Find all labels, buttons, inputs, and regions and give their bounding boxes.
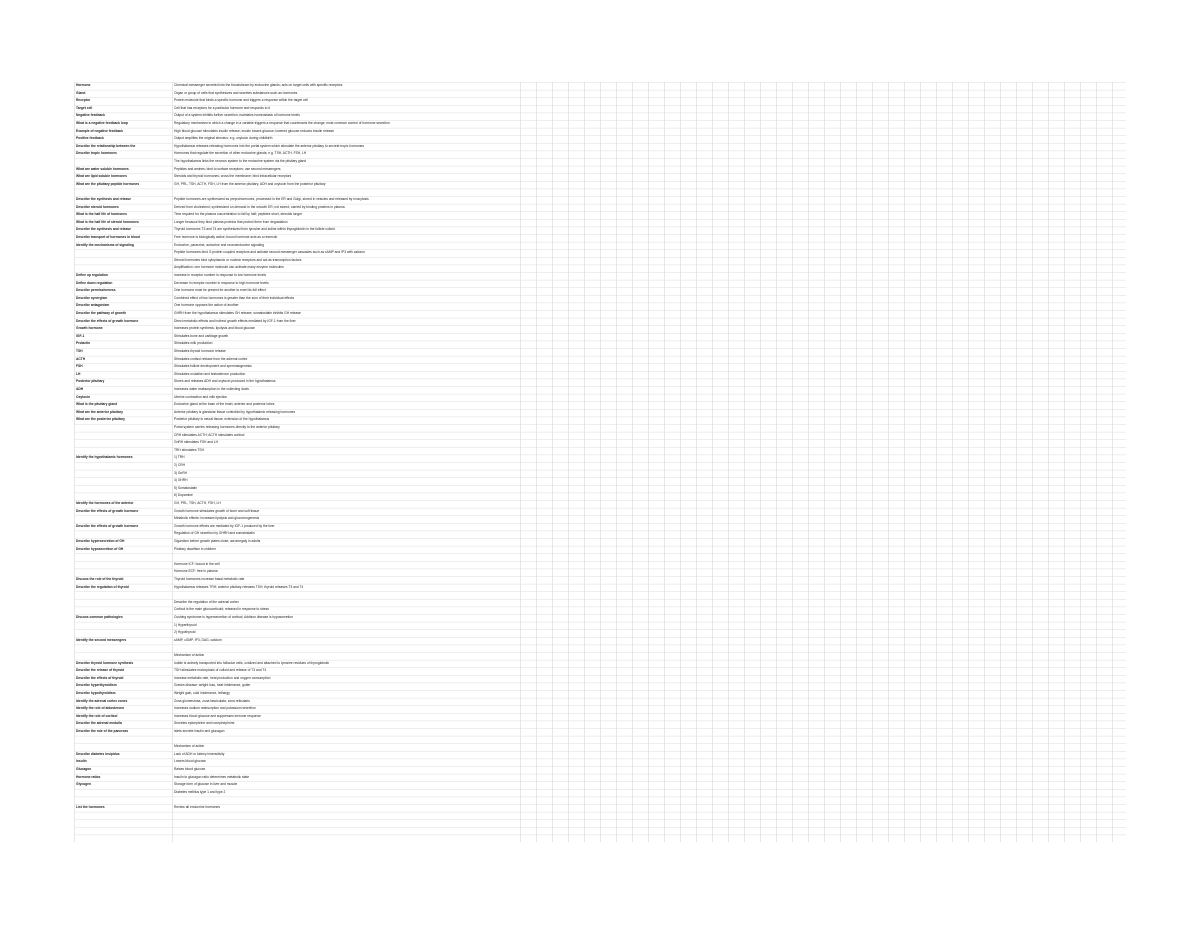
table-row — [74, 471, 1126, 476]
table-row — [74, 721, 1126, 726]
definition-cell: GH, PRL, TSH, ACTH, FSH, LH from the anterior pituitary; ADH and oxytocin from the posterior pituitary — [174, 181, 326, 186]
table-row — [74, 159, 1126, 164]
definition-cell: TRH stimulates TSH — [174, 447, 204, 452]
term-cell: FSH — [76, 364, 83, 369]
table-row — [74, 661, 1126, 666]
definition-cell: Stimulates thyroid hormone release — [174, 349, 226, 353]
table-row — [74, 585, 1126, 590]
definition-cell: Chemical messenger secreted into the bloodstream by endocrine glands; acts on target cells with specific receptors — [174, 83, 343, 87]
term-cell: Describe the effects of growth hormone — [76, 508, 139, 513]
term-cell: Hormone ratios — [76, 774, 101, 779]
term-cell: TSH — [76, 349, 83, 353]
definition-cell: Increases blood glucose and suppresses immune response — [174, 713, 261, 718]
table-row — [74, 205, 1126, 210]
definition-cell: Stimulates follicle development and spermatogenesis — [174, 364, 252, 369]
table-row — [74, 607, 1126, 612]
definition-cell: One hormone opposes the action of another — [174, 303, 239, 308]
table-row — [74, 737, 1126, 742]
term-cell: Identify the adrenal cortex zones — [76, 698, 128, 703]
table-row — [74, 273, 1126, 278]
table-row — [74, 623, 1126, 628]
table-row — [74, 455, 1126, 460]
table-row — [74, 759, 1126, 764]
table-row — [74, 463, 1126, 468]
table-row — [74, 189, 1126, 194]
term-cell: Describe tropic hormones — [76, 151, 117, 156]
definition-cell: Hormone ECF: free in plasma — [174, 569, 218, 574]
definition-cell: Stimulates ovulation and testosterone production — [174, 371, 246, 376]
definition-cell: Anterior pituitary is glandular tissue controlled by hypothalamic releasing hormones — [174, 409, 296, 414]
term-cell: Example of negative feedback — [76, 128, 124, 133]
table-row — [74, 83, 1126, 88]
definition-cell: Posterior pituitary is neural tissue; extension of the hypothalamus — [174, 417, 270, 422]
table-row — [74, 592, 1126, 597]
table-row — [74, 258, 1126, 263]
table-row — [74, 509, 1126, 514]
table-row — [74, 486, 1126, 491]
term-cell: Describe hyposecretion of GH — [76, 546, 124, 551]
table-row — [74, 524, 1126, 529]
definition-cell: Protein molecule that binds a specific hormone and triggers a response within the target cell — [174, 98, 308, 103]
table-row — [74, 334, 1126, 339]
term-cell: What is the pituitary gland — [76, 402, 118, 407]
definition-cell: Peptide hormones bind G protein coupled receptors and activate second messenger cascades such as cAMP and IP3 with calcium — [174, 250, 365, 255]
definition-cell: Regulatory mechanism in which a change in a variable triggers a response that counteracts the change; most common control of hormone secretion — [174, 121, 390, 125]
table-row — [74, 600, 1126, 605]
table-row — [74, 714, 1126, 719]
definition-cell: Increases protein synthesis, lipolysis and blood glucose — [174, 326, 256, 331]
definition-cell: Pituitary dwarfism in children — [174, 546, 216, 551]
table-row — [74, 174, 1126, 179]
definition-cell: Secretes epinephrine and norepinephrine — [174, 721, 235, 726]
term-cell: Describe the regulation of thyroid — [76, 584, 129, 589]
table-row — [74, 752, 1126, 757]
table-row — [74, 113, 1126, 118]
definition-cell: 4) GHRH — [174, 478, 188, 483]
table-row — [74, 653, 1126, 658]
definition-cell: Uterine contraction and milk ejection — [174, 394, 228, 399]
definition-cell: Hormones that regulate the secretion of other endocrine glands; e.g. TSH, ACTH, FSH, LH — [174, 151, 307, 156]
definition-cell: TSH stimulates endocytosis of colloid and release of T3 and T4 — [174, 668, 267, 673]
definition-cell: Lack of ADH or kidney insensitivity — [174, 751, 225, 756]
term-cell: Identify the role of cortisol — [76, 713, 118, 718]
table-row — [74, 220, 1126, 225]
table-row — [74, 691, 1126, 696]
definition-cell: Raises blood glucose — [174, 767, 206, 771]
definition-cell: Cushing syndrome is hypersecretion of cortisol; Addison disease is hyposecretion — [174, 615, 293, 619]
definition-cell: Thyroid hormones increase basal metabolic rate — [174, 577, 245, 581]
term-cell: Describe antagonism — [76, 303, 110, 308]
definition-cell: Stimulates cortisol release from the adrenal cortex — [174, 356, 248, 361]
table-row — [74, 144, 1126, 149]
definition-cell: Steroids and thyroid hormones; cross the membrane; bind intracellular receptors — [174, 174, 292, 179]
term-cell: Describe synergism — [76, 295, 108, 300]
definition-cell: cAMP, cGMP, IP3, DAG, calcium — [174, 637, 222, 642]
definition-cell: Peptide hormones are synthesized as preprohormones, processed in the ER and Golgi, stored in vesicles and released by exocytosis — [174, 197, 369, 201]
term-cell: Describe the role of the pancreas — [76, 729, 129, 733]
term-cell: Glucagon — [76, 767, 92, 771]
table-row — [74, 683, 1126, 688]
definition-cell: Zona glomerulosa, zona fasciculata, zona reticularis — [174, 698, 250, 703]
table-row — [74, 182, 1126, 187]
definition-cell: 5) Somatostatin — [174, 485, 198, 490]
table-row — [74, 250, 1126, 255]
definition-cell: 6) Dopamine — [174, 493, 193, 498]
term-cell: Posterior pituitary — [76, 379, 105, 384]
term-cell: LH — [76, 371, 81, 376]
definition-cell: GH, PRL, TSH, ACTH, FSH, LH — [174, 501, 221, 505]
term-cell: Describe the synthesis and release — [76, 227, 131, 232]
definition-cell: Cortisol is the main glucocorticoid; released in response to stress — [174, 607, 269, 612]
term-cell: What are lipid soluble hormones — [76, 174, 127, 179]
table-row — [74, 448, 1126, 453]
term-cell: Describe the release of thyroid — [76, 668, 125, 673]
table-row — [74, 706, 1126, 711]
term-cell: Describe the effects of growth hormone — [76, 523, 139, 528]
term-cell: Growth hormone — [76, 326, 103, 331]
definition-cell: GHRH from the hypothalamus stimulates GH release; somatostatin inhibits GH release — [174, 311, 301, 315]
term-cell: Describe the relationship between the — [76, 143, 136, 148]
definition-cell: Describe the regulation of the adrenal cortex — [174, 599, 239, 604]
term-cell: Gland — [76, 90, 86, 95]
table-row — [74, 797, 1126, 802]
table-row — [74, 615, 1126, 620]
table-row — [74, 805, 1126, 810]
table-row — [74, 645, 1126, 650]
table-row — [74, 372, 1126, 377]
term-cell: Insulin — [76, 759, 87, 764]
term-cell: Describe the effects of thyroid — [76, 675, 124, 680]
definition-cell: Growth hormone effects are mediated by IGF-1 produced by the liver — [174, 523, 275, 528]
term-cell: ADH — [76, 387, 84, 391]
table-row — [74, 129, 1126, 134]
term-cell: Define down regulation — [76, 280, 113, 285]
definition-cell: 1) TRH — [174, 455, 185, 460]
term-cell: What are water soluble hormones — [76, 166, 129, 171]
table-row — [74, 562, 1126, 567]
term-cell: What is a negative feedback loop — [76, 121, 128, 125]
table-row — [74, 539, 1126, 544]
definition-cell: Mechanism of action — [174, 744, 205, 749]
term-cell: Oxytocin — [76, 394, 91, 399]
table-row — [74, 379, 1126, 384]
table-row — [74, 638, 1126, 643]
definition-cell: Graves disease; weight loss, heat intolerance, goiter — [174, 683, 251, 688]
table-row — [74, 425, 1126, 430]
term-cell: Describe the pathway of growth — [76, 311, 126, 315]
definition-cell: Hypothalamus releases TRH; anterior pituitary releases TSH; thyroid releases T3 and T4 — [174, 584, 304, 589]
term-cell: Discuss the role of the thyroid — [76, 577, 124, 581]
term-cell: Describe hypersecretion of GH — [76, 539, 125, 543]
definition-cell: CRH stimulates ACTH; ACTH stimulates cortisol — [174, 432, 245, 437]
definition-cell: Cell that has receptors for a particular hormone and responds to it — [174, 105, 271, 110]
term-cell: Describe hypothyroidism — [76, 691, 116, 695]
table-row — [74, 554, 1126, 559]
definition-cell: Stimulates milk production — [174, 341, 213, 346]
term-cell: Prolactin — [76, 341, 91, 346]
term-cell: Describe the synthesis and release — [76, 197, 131, 201]
table-row — [74, 91, 1126, 96]
table-row — [74, 440, 1126, 445]
definition-cell: Stores and releases ADH and oxytocin produced in the hypothalamus — [174, 379, 276, 384]
term-cell: Describe the effects of growth hormone — [76, 318, 139, 323]
term-cell: What is the half life of steroid hormones — [76, 219, 139, 224]
table-row — [74, 744, 1126, 749]
term-cell: What are the pituitary peptide hormones — [76, 181, 140, 186]
definition-cell: Direct metabolic effects and indirect growth effects mediated by IGF-1 from the liver — [174, 318, 296, 323]
definition-cell: Increase in receptor number in response to low hormone levels — [174, 273, 266, 277]
table-row — [74, 311, 1126, 316]
definition-cell: 2) Hypothyroid — [174, 630, 196, 635]
term-cell: Describe transport of hormones in blood — [76, 235, 140, 239]
term-cell: Target cell — [76, 105, 93, 110]
definition-cell: Metabolic effects: increases lipolysis and gluconeogenesis — [174, 516, 260, 521]
table-row — [74, 106, 1126, 111]
term-cell: Identify the second messengers — [76, 637, 127, 642]
definition-cell: Regulation of GH secretion by GHRH and somatostatin — [174, 531, 255, 536]
table-row — [74, 136, 1126, 141]
table-row — [74, 227, 1126, 232]
definition-cell: Increase metabolic rate, heat production and oxygen consumption — [174, 675, 271, 680]
definition-cell: 3) GnRH — [174, 470, 188, 475]
term-cell: Describe steroid hormones — [76, 204, 119, 209]
definition-cell: Islets secrete insulin and glucagon — [174, 729, 225, 733]
term-cell: Negative feedback — [76, 113, 105, 118]
table-row — [74, 167, 1126, 172]
table-row — [74, 212, 1126, 217]
table-row — [74, 516, 1126, 521]
table-row — [74, 630, 1126, 635]
definition-cell: High blood glucose stimulates insulin release; insulin lowers glucose; lowered glucose reduces insulin release — [174, 128, 334, 133]
definition-cell: Derived from cholesterol; synthesized on demand in the smooth ER; not stored; carried by binding proteins in plasma — [174, 204, 345, 209]
term-cell: What is the half life of hormones — [76, 212, 127, 217]
definition-cell: Organ or group of cells that synthesizes and secretes substances such as hormones — [174, 90, 298, 95]
table-row — [74, 699, 1126, 704]
term-cell: Describe permissiveness — [76, 288, 116, 293]
term-cell: What are the posterior pituitary — [76, 417, 125, 422]
table-row — [74, 417, 1126, 422]
table-row — [74, 729, 1126, 734]
table-row — [74, 767, 1126, 772]
definition-cell: Growth hormone stimulates growth of bone and soft tissue — [174, 508, 260, 513]
definition-cell: Storage form of glucose in liver and muscle — [174, 782, 238, 787]
spreadsheet-page — [74, 82, 1126, 842]
term-cell: Receptor — [76, 98, 91, 103]
table-row — [74, 775, 1126, 780]
table-row — [74, 341, 1126, 346]
definition-cell: Output of a system inhibits further secretion; maintains homeostasis of hormone levels — [174, 113, 300, 118]
definition-cell: Longer because they bind plasma proteins that protect them from degradation — [174, 219, 288, 224]
table-row — [74, 121, 1126, 126]
table-row — [74, 281, 1126, 286]
definition-cell: One hormone must be present for another to exert its full effect — [174, 288, 266, 293]
table-row — [74, 98, 1126, 103]
table-row — [74, 303, 1126, 308]
table-row — [74, 235, 1126, 240]
definition-cell: Combined effect of two hormones is greater than the sum of their individual effects — [174, 295, 295, 300]
definition-cell: Review all endocrine hormones — [174, 805, 220, 809]
definition-cell: Peptides and amines; bind to surface receptors; use second messengers — [174, 166, 281, 171]
table-row — [74, 288, 1126, 293]
definition-cell: 2) CRH — [174, 463, 185, 467]
table-row — [74, 410, 1126, 415]
definition-cell: Lowers blood glucose — [174, 759, 206, 764]
table-row — [74, 668, 1126, 673]
definition-cell: Increases water reabsorption in the collecting ducts — [174, 387, 249, 391]
term-cell: Define up regulation — [76, 273, 108, 277]
table-row — [74, 296, 1126, 301]
term-cell: Positive feedback — [76, 136, 104, 141]
term-cell: Describe the adrenal medulla — [76, 721, 122, 726]
table-row — [74, 501, 1126, 506]
term-cell: What are the anterior pituitary — [76, 409, 123, 414]
definition-cell: Thyroid hormones T3 and T4 are synthesized from tyrosine and iodine within thyroglobulin in the follicle colloid — [174, 227, 335, 232]
definition-cell: Insulin to glucagon ratio determines metabolic state — [174, 774, 250, 779]
table-row — [74, 493, 1126, 498]
table-row — [74, 478, 1126, 483]
table-row — [74, 531, 1126, 536]
definition-cell: Endocrine gland at the base of the brain; anterior and posterior lobes — [174, 402, 275, 407]
definition-cell: Amplification: one hormone molecule can activate many enzyme molecules — [174, 265, 284, 270]
table-row — [74, 676, 1126, 681]
term-cell: Describe diabetes insipidus — [76, 751, 120, 756]
definition-cell: Weight gain, cold intolerance, lethargy — [174, 691, 230, 695]
term-cell: Identify the role of aldosterone — [76, 706, 125, 711]
table-row — [74, 319, 1126, 324]
term-cell: Describe hyperthyroidism — [76, 683, 117, 688]
definition-cell: 1) Hyperthyroid — [174, 622, 197, 627]
term-cell: IGF-1 — [76, 333, 85, 338]
table-row — [74, 387, 1126, 392]
definition-cell: Free hormone is biologically active; bound hormone acts as a reservoir — [174, 235, 278, 239]
definition-cell: Endocrine, paracrine, autocrine and neuroendocrine signaling — [174, 242, 264, 247]
term-cell: Discuss common pathologies — [76, 615, 123, 619]
table-row — [74, 433, 1126, 438]
table-row — [74, 326, 1126, 331]
definition-cell: Increases sodium reabsorption and potassium secretion — [174, 706, 256, 711]
table-row — [74, 402, 1126, 407]
definition-cell: Gigantism before growth plates close; acromegaly in adults — [174, 539, 261, 543]
term-cell: List the hormones — [76, 805, 105, 809]
table-row — [74, 364, 1126, 369]
definition-cell: Stimulates bone and cartilage growth — [174, 333, 229, 338]
definition-cell: Iodide is actively transported into follicular cells, oxidized and attached to tyrosine residues of thyroglobulin — [174, 660, 330, 665]
definition-cell: Hormone ICF: bound in the cell — [174, 561, 220, 566]
term-cell: Hormone — [76, 83, 91, 87]
cell-grid — [74, 82, 1126, 842]
table-row — [74, 243, 1126, 248]
definition-cell: Time required for the plasma concentration to fall by half; peptides short, steroids longer — [174, 212, 303, 217]
table-row — [74, 577, 1126, 582]
definition-cell: Steroid hormones bind cytoplasmic or nuclear receptors and act as transcription factors — [174, 257, 302, 262]
table-row — [74, 782, 1126, 787]
term-cell: ACTH — [76, 356, 86, 361]
term-cell: Identify the hormones of the anterior — [76, 501, 134, 505]
definition-cell: Output amplifies the original stimulus; e.g. oxytocin during childbirth — [174, 136, 273, 141]
definition-cell: Portal system carries releasing hormones directly to the anterior pituitary — [174, 425, 280, 429]
table-row — [74, 265, 1126, 270]
definition-cell: Mechanism of action — [174, 653, 205, 657]
definition-cell: Hypothalamus releases releasing hormones into the portal system which stimulate the anterior pituitary to secrete tropic hormones — [174, 143, 365, 148]
table-row — [74, 569, 1126, 574]
definition-cell: Diabetes mellitus type 1 and type 2 — [174, 789, 226, 794]
term-cell: Identify the hypothalamic hormones — [76, 455, 133, 460]
table-row — [74, 395, 1126, 400]
table-row — [74, 151, 1126, 156]
table-row — [74, 197, 1126, 202]
table-row — [74, 349, 1126, 354]
definition-cell: The hypothalamus links the nervous system to the endocrine system via the pituitary gland — [174, 159, 307, 163]
table-row — [74, 357, 1126, 362]
term-cell: Describe thyroid hormone synthesis — [76, 660, 134, 665]
table-row — [74, 547, 1126, 552]
definition-cell: GnRH stimulates FSH and LH — [174, 440, 218, 445]
term-cell: Identify the mechanisms of signaling — [76, 242, 134, 247]
term-cell: Glycogen — [76, 782, 92, 787]
table-row — [74, 790, 1126, 795]
definition-cell: Decrease in receptor number in response to high hormone levels — [174, 280, 269, 285]
